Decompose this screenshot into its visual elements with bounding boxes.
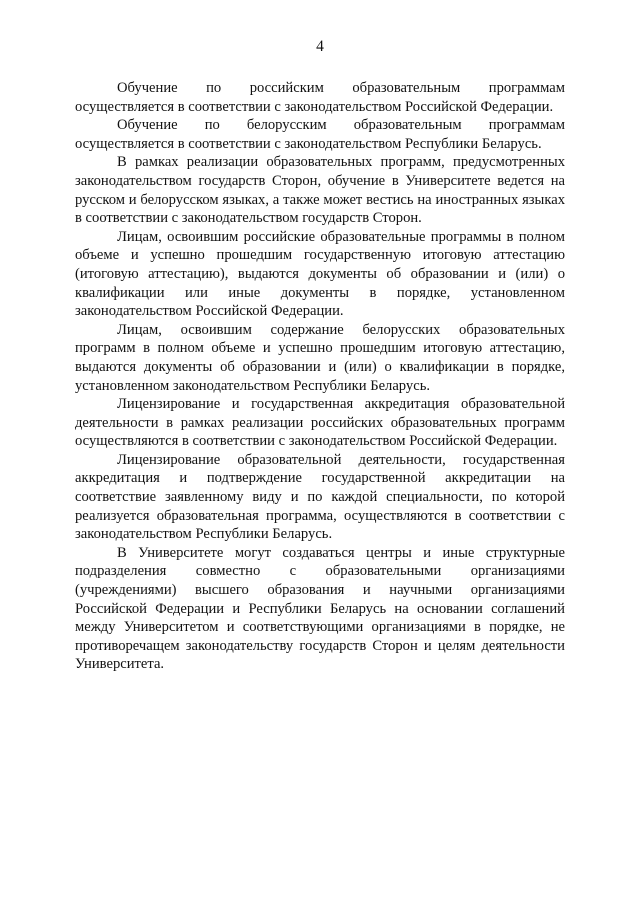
document-body — [75, 79, 565, 674]
paragraph-belarusian-programs: Обучение по белорусским образовательным программам осуществляется в соответствии с законодательством Республики Беларусь. — [75, 117, 565, 152]
paragraph-russian-documents: Лицам, освоившим российские образовательные программы в полном объеме и успешно прошедшим государственную итоговую аттестацию (итоговую аттестацию), выдаются документы об образовании и (или) о квалификации или иные документы в порядке, установленном законодательством Российской Федерации. — [75, 228, 565, 320]
paragraph-belarusian-documents: Лицам, освоившим содержание белорусских образовательных программ в полном объеме и успешно прошедшим итоговую аттестацию, выдаются документы об образовании и (или) о квалификации в порядке, установленном законодательством Республики Беларусь. — [75, 321, 565, 394]
paragraph-russian-programs: Обучение по российским образовательным программам осуществляется в соответствии с законодательством Российской Федерации. — [75, 80, 565, 115]
paragraph-language-of-instruction: В рамках реализации образовательных программ, предусмотренных законодательством государств Сторон, обучение в Университете ведется на русском и белорусском языках, а также может вестись на иностранных языках в соответствии с законодательством государств Сторон. — [75, 154, 565, 227]
page-number: 4 — [316, 38, 324, 55]
paragraph-structural-units: В Университете могут создаваться центры и иные структурные подразделения совместно с образовательными организациями (учреждениями) высшего образования и научными организациями Российской Федерации и Республики Беларусь на основании соглашений между Университетом и соответствующими организациями в порядке, не противоречащем законодательству государств Сторон и целям деятельности Университета. — [75, 544, 565, 673]
paragraph-belarusian-licensing: Лицензирование образовательной деятельности, государственная аккредитация и подтверждение государственной аккредитации на соответствие заявленному виду и по каждой специальности, по которой реализуется образовательная программа, осуществляются в соответствии с законодательством Республики Беларусь. — [75, 451, 565, 543]
paragraph-russian-licensing: Лицензирование и государственная аккредитация образовательной деятельности в рамках реализации российских образовательных программ осуществляются в соответствии с законодательством Российской Федерации. — [75, 396, 565, 450]
